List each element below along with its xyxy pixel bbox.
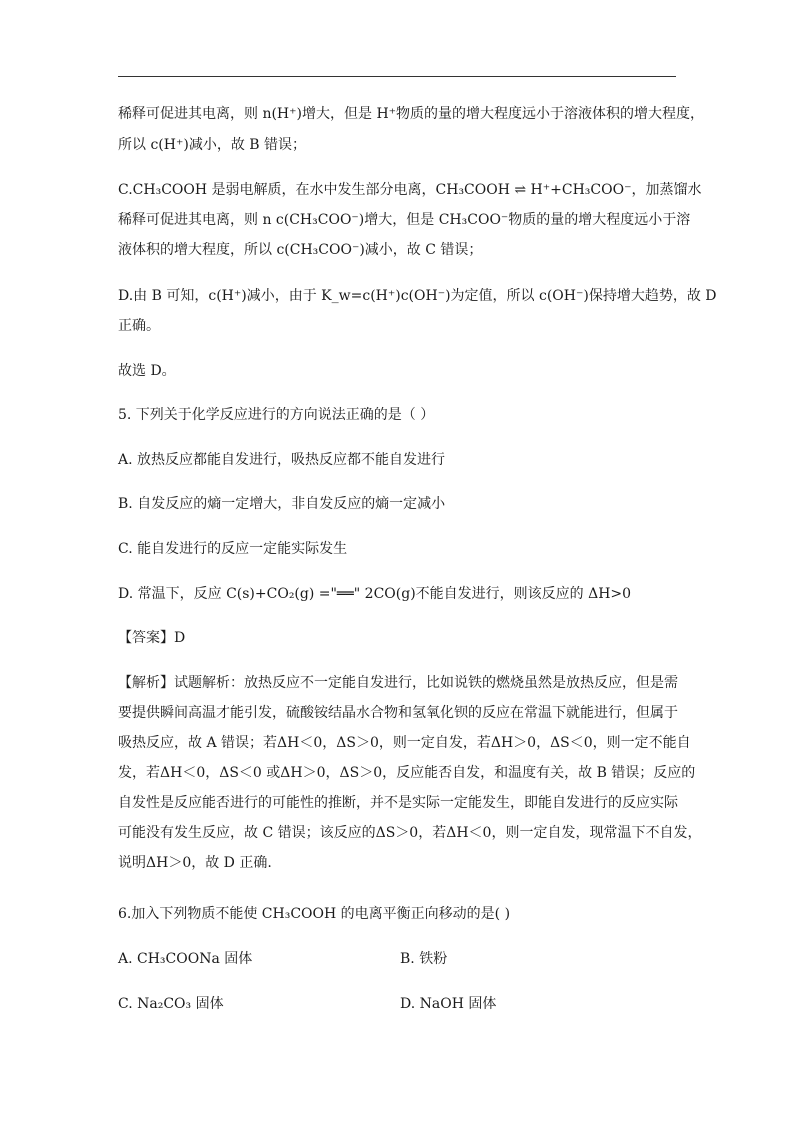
text-line: 液体积的增大程度，所以 c(CH₃COO⁻)减小，故 C 错误；: [118, 242, 483, 258]
analysis-line: 自发性是反应能否进行的可能性的推断，并不是实际一定能发生，即能自发进行的反应实际: [118, 795, 678, 811]
q6-option-c: C. Na₂CO₃ 固体: [118, 996, 224, 1012]
option-b: B. 自发反应的熵一定增大，非自发反应的熵一定减小: [118, 496, 446, 512]
analysis-line: 要提供瞬间高温才能引发，硫酸铵结晶水合物和氢氧化钡的反应在常温下就能进行，但属于: [118, 705, 678, 721]
analysis-line: 发，若ΔH＜0，ΔS＜0 或ΔH＞0，ΔS＞0，反应能否自发，和温度有关，故 B 错误；反应的: [118, 765, 696, 781]
q6-option-b: B. 铁粉: [400, 951, 448, 967]
text-line: 正确。: [118, 318, 160, 334]
q6-option-row: [118, 994, 497, 1014]
header-rule: [118, 76, 676, 77]
text-line: 稀释可促进其电离，则 n c(CH₃COO⁻)增大，但是 CH₃COO⁻物质的量的增大程度远小于溶: [118, 212, 691, 228]
answer: 【答案】D: [118, 630, 186, 646]
text-line: D.由 B 可知，c(H⁺)减小，由于 K_w=c(H⁺)c(OH⁻)为定值，所以 c(OH⁻)保持增大趋势，故 D: [118, 288, 717, 304]
option-d: D. 常温下，反应 C(s)+CO₂(g) ="══" 2CO(g)不能自发进行，则该反应的 ΔH>0: [118, 586, 632, 602]
q6-option-row: [118, 949, 448, 969]
text-line: 所以 c(H⁺)减小，故 B 错误；: [118, 137, 307, 153]
text-line: 稀释可促进其电离，则 n(H⁺)增大，但是 H⁺物质的量的增大程度远小于溶液体积的增大程度，: [118, 106, 705, 122]
q6-option-d: D. NaOH 固体: [400, 996, 497, 1012]
question-5: 5. 下列关于化学反应进行的方向说法正确的是（ ）: [118, 407, 435, 423]
question-6: 6.加入下列物质不能使 CH₃COOH 的电离平衡正向移动的是( ): [118, 906, 511, 922]
analysis-line: 吸热反应，故 A 错误；若ΔH＜0，ΔS＞0，则一定自发，若ΔH＞0，ΔS＜0，则一定不能自: [118, 735, 691, 751]
text-line: C.CH₃COOH 是弱电解质，在水中发生部分电离，CH₃COOH ⇌ H⁺+CH₃COO⁻，加蒸馏水: [118, 182, 702, 198]
analysis-line: 【解析】试题解析：放热反应不一定能自发进行，比如说铁的燃烧虽然是放热反应，但是需: [118, 675, 678, 691]
analysis-line: 可能没有发生反应，故 C 错误；该反应的ΔS＞0，若ΔH＜0，则一定自发，现常温下不自发，: [118, 825, 702, 841]
analysis-line: 说明ΔH＞0，故 D 正确.: [118, 855, 272, 871]
option-c: C. 能自发进行的反应一定能实际发生: [118, 541, 348, 557]
option-a: A. 放热反应都能自发进行，吸热反应都不能自发进行: [118, 452, 446, 468]
text-line: 故选 D。: [118, 363, 176, 379]
q6-option-a: A. CH₃COONa 固体: [118, 951, 253, 967]
